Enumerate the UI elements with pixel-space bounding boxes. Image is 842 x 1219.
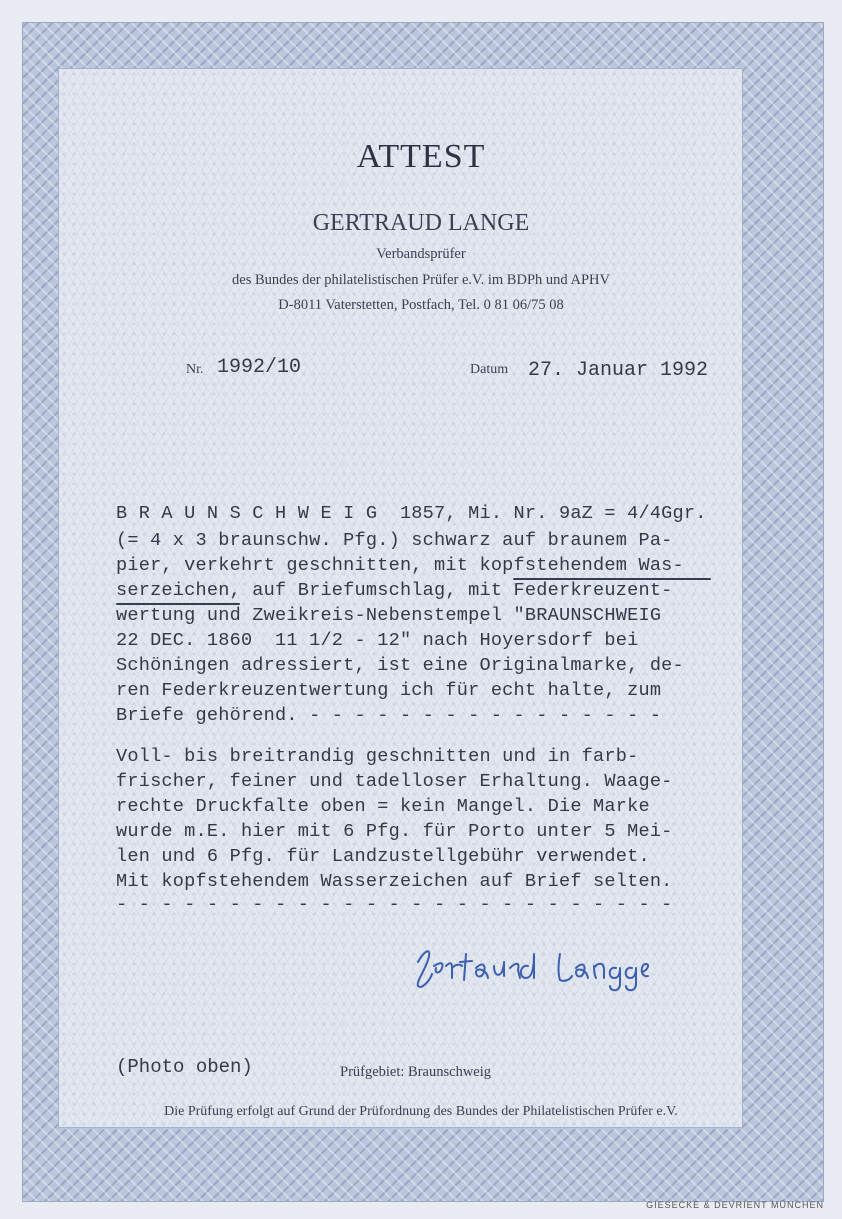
association-line: des Bundes der philatelistischen Prüfer e.V. im BDPh und APHV <box>232 272 610 288</box>
text-line: Briefe gehörend. - - - - - - - - - - - - - - - - <box>116 705 662 726</box>
address-line: D-8011 Vaterstetten, Postfach, Tel. 0 81 06/75 08 <box>278 297 564 313</box>
nr-value: 1992/10 <box>217 356 302 379</box>
pruefgebiet: Prüfgebiet: Braunschweig <box>340 1064 492 1080</box>
examiner-name: GERTRAUD LANGE <box>312 210 530 236</box>
text-line: rechte Druckfalte oben = kein Mangel. Die Marke <box>116 796 650 817</box>
datum-value: 27. Januar 1992 <box>528 359 709 382</box>
certificate-title: ATTEST <box>356 138 486 175</box>
datum-label: Datum <box>470 362 509 377</box>
text-line: 22 DEC. 1860 11 1/2 - 12" nach Hoyersdorf bei <box>116 630 639 651</box>
text-line: ren Federkreuzentwertung ich für echt halte, zum <box>116 680 662 701</box>
text-line: wertung und Zweikreis-Nebenstempel "BRAUNSCHWEIG <box>116 605 662 626</box>
text-line: serzeichen, auf Briefumschlag, mit Federkreuzent- <box>116 580 673 601</box>
handwritten-underline <box>513 578 711 580</box>
text-line: Mit kopfstehendem Wasserzeichen auf Brief selten. <box>116 871 673 892</box>
handwritten-underline <box>116 603 240 605</box>
examiner-role: Verbandsprüfer <box>376 246 466 262</box>
printer-imprint: GIESECKE & DEVRIENT MÜNCHEN <box>646 1200 824 1210</box>
text-line: pier, verkehrt geschnitten, mit kopfstehendem Was- <box>116 555 684 576</box>
signature-image <box>410 932 660 992</box>
text-line: - - - - - - - - - - - - - - - - - - - - - - - - - <box>116 894 673 915</box>
text-line: frischer, feiner und tadelloser Erhaltung. Waage- <box>116 771 673 792</box>
footer-note: Die Prüfung erfolgt auf Grund der Prüfordnung des Bundes der Philatelistischen Prüfer e.V. <box>164 1104 678 1119</box>
photo-note: (Photo oben) <box>116 1056 253 1078</box>
text-line: Voll- bis breitrandig geschnitten und in farb- <box>116 746 639 767</box>
text-line: B R A U N S C H W E I G 1857, Mi. Nr. 9aZ = 4/4Ggr. <box>116 503 707 524</box>
text-line: len und 6 Pfg. für Landzustellgebühr verwendet. <box>116 846 650 867</box>
text-line: Schöningen adressiert, ist eine Originalmarke, de- <box>116 655 684 676</box>
text-line: (= 4 x 3 braunschw. Pfg.) schwarz auf braunem Pa- <box>116 530 673 551</box>
nr-label: Nr. <box>186 362 204 377</box>
text-line: wurde m.E. hier mit 6 Pfg. für Porto unter 5 Mei- <box>116 821 673 842</box>
